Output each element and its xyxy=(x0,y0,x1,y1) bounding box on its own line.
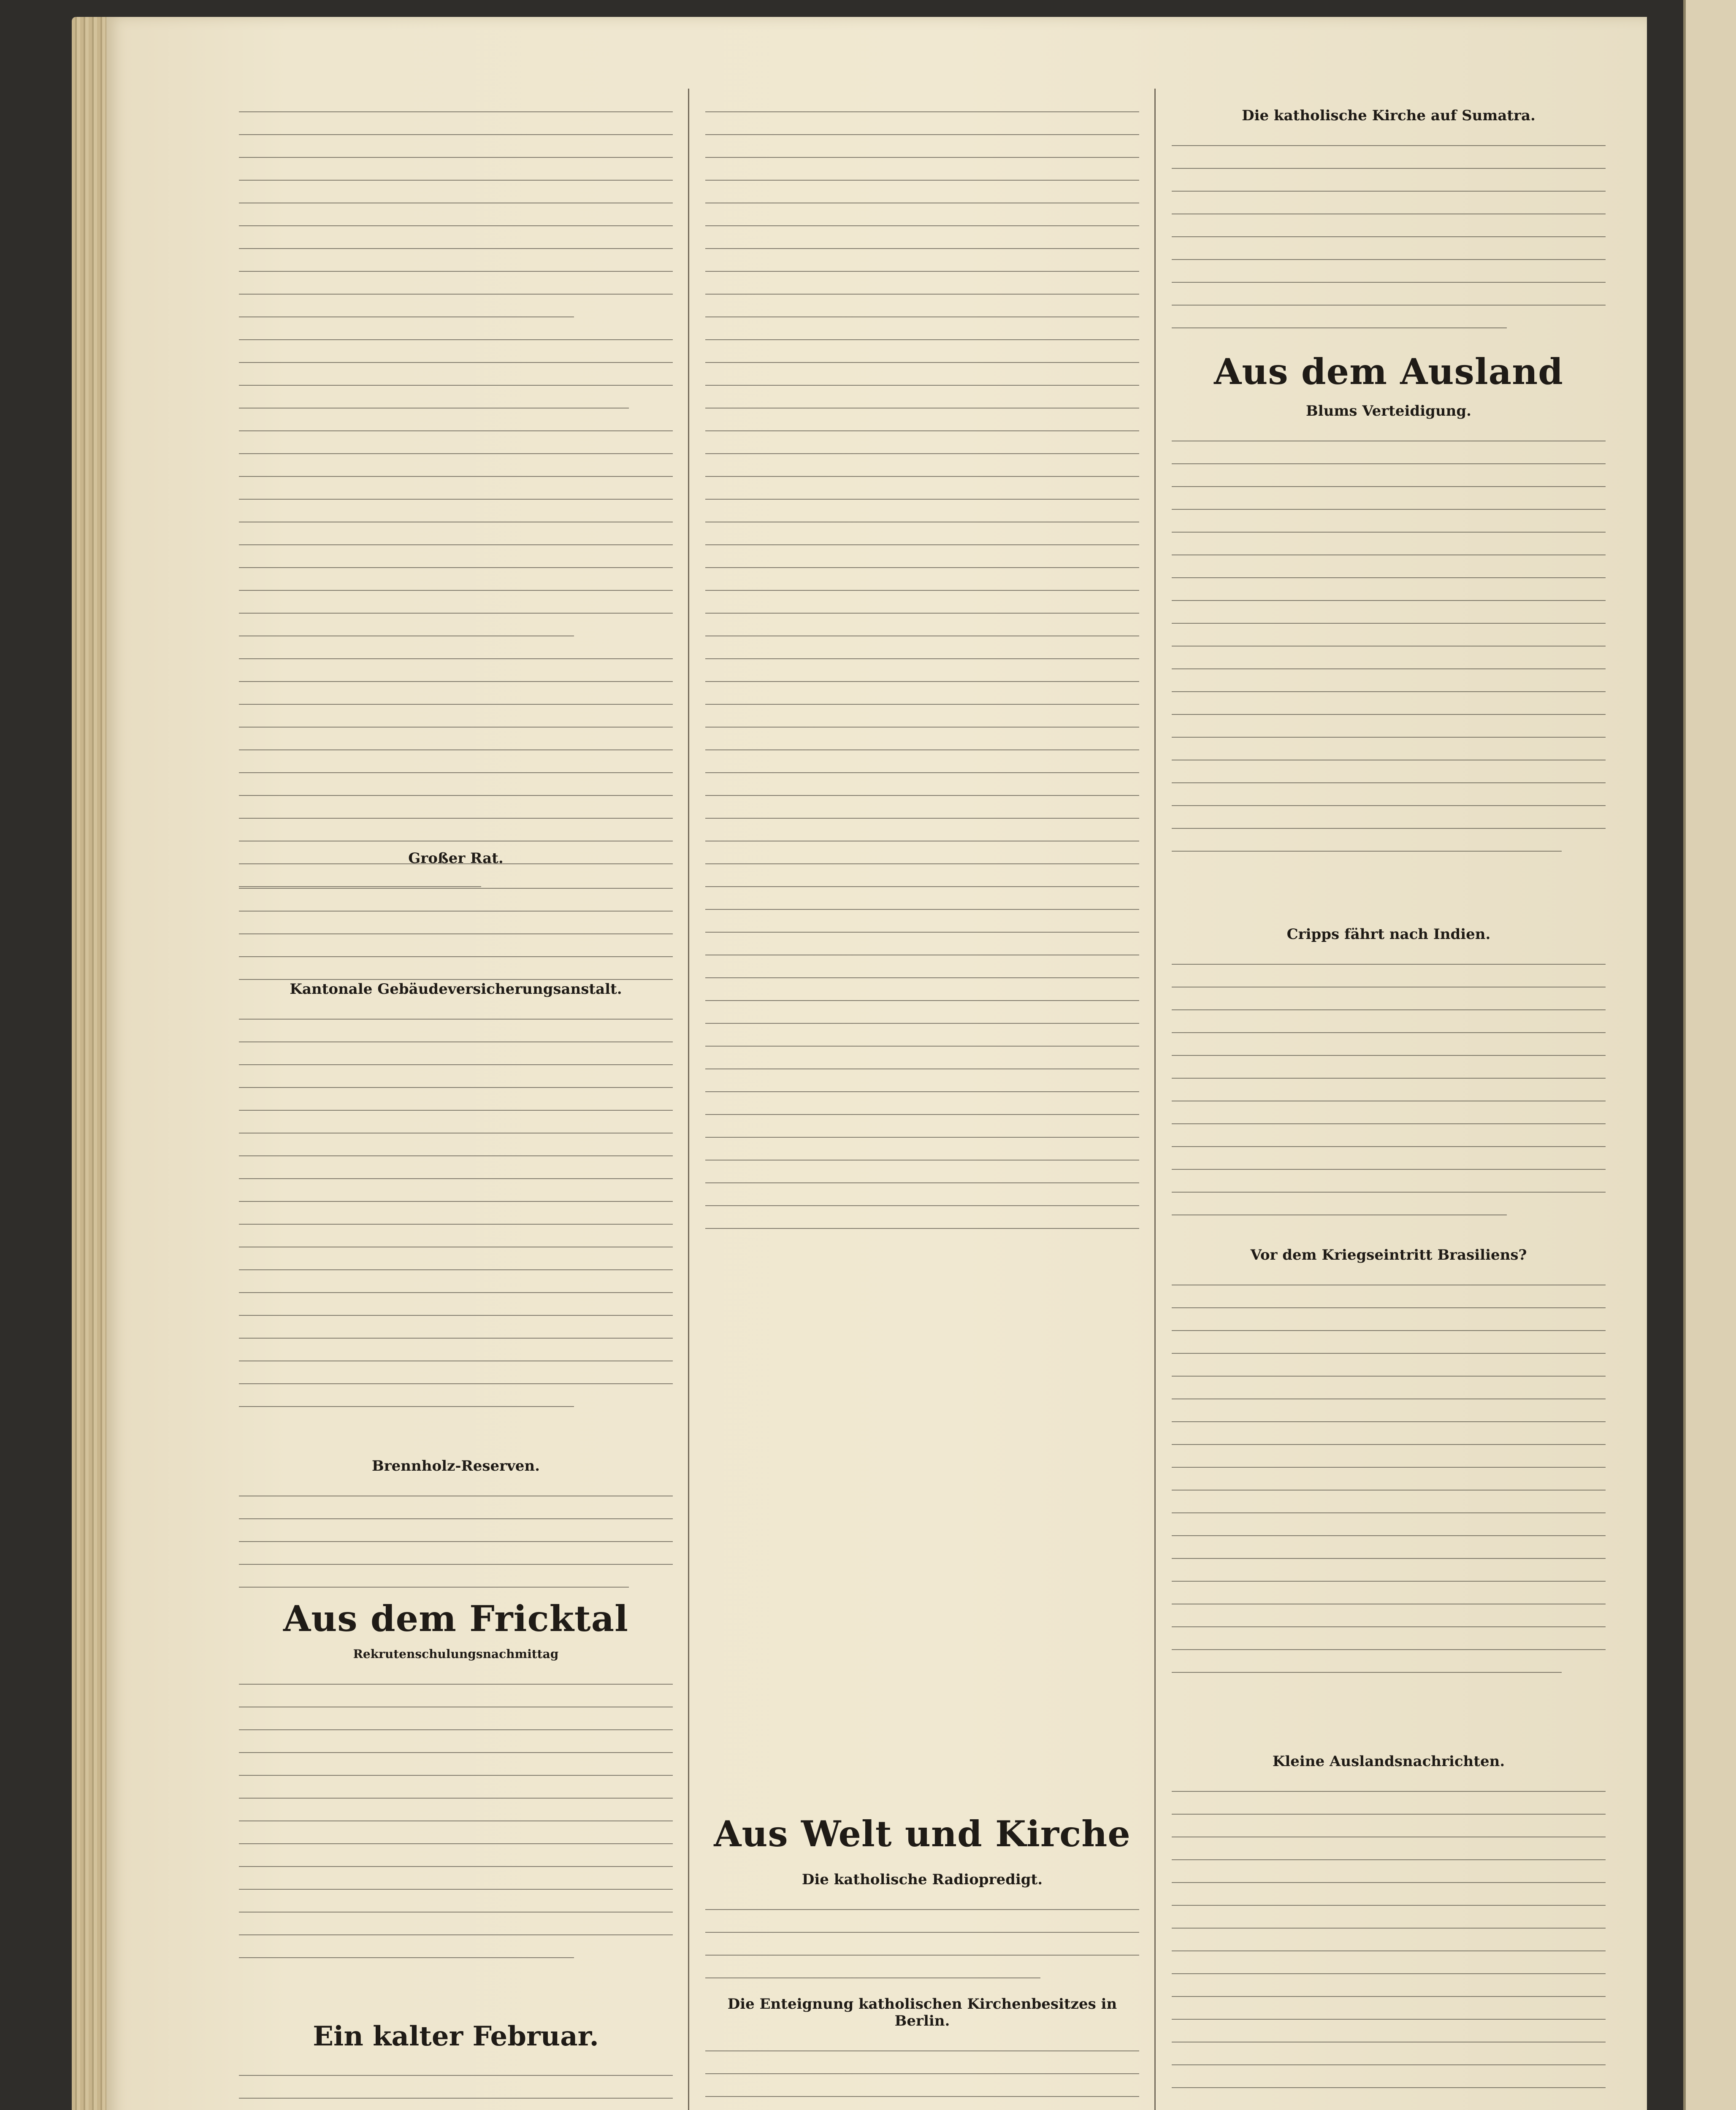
subsection-heading: Ein kalter Februar. xyxy=(313,2021,599,2052)
column-divider-left xyxy=(688,89,689,2110)
right-section-sumatra xyxy=(1169,97,1608,336)
section-title: Die katholische Radiopredigt. xyxy=(802,1871,1043,1888)
section-title: Blums Verteidigung. xyxy=(1306,403,1471,419)
middle-section-radiopredigt xyxy=(703,1861,1142,1986)
section-title: Die katholische Kirche auf Sumatra. xyxy=(1242,107,1536,124)
page-section-heading: Aus dem Ausland xyxy=(1214,351,1563,392)
adjacent-page-strip xyxy=(1683,0,1736,2110)
section-title: Brennholz-Reserven. xyxy=(372,1458,540,1474)
left-heading-february xyxy=(236,2013,675,2110)
section-title: Kantonale Gebäudeversicherungsanstalt. xyxy=(290,981,622,998)
left-section-brennholz xyxy=(236,1447,675,1595)
right-column xyxy=(1169,97,1608,2110)
middle-text-top xyxy=(703,97,1142,1236)
column-divider-right xyxy=(1154,89,1156,2110)
left-text-top xyxy=(236,97,675,895)
right-section-brasilien xyxy=(1169,1236,1608,1680)
section-title: Großer Rat. xyxy=(408,850,504,867)
section-title: Cripps fährt nach Indien. xyxy=(1286,926,1491,943)
middle-section-enteignung xyxy=(703,1986,1142,2110)
page-section-heading: Aus dem Fricktal xyxy=(283,1598,628,1639)
section-title: Kleine Auslandsnachrichten. xyxy=(1272,1753,1505,1770)
left-column xyxy=(236,97,675,2110)
section-title: Die Enteignung katholischen Kirchenbesitzes in Berlin. xyxy=(727,1996,1117,2029)
left-heading-fricktal xyxy=(236,1591,675,1966)
heading-subtitle: Rekrutenschulungsnachmittag xyxy=(353,1647,559,1661)
right-section-cripps xyxy=(1169,916,1608,1223)
section-title: Vor dem Kriegseintritt Brasiliens? xyxy=(1250,1247,1527,1263)
left-section-grosser-rat xyxy=(236,840,675,987)
middle-column xyxy=(703,97,1142,2110)
middle-heading-welt-kirche xyxy=(703,1806,1142,1863)
right-section-blum xyxy=(1169,392,1608,859)
page-section-heading: Aus Welt und Kirche xyxy=(714,1813,1131,1855)
left-section-gebaeudeversicherung xyxy=(236,971,675,1415)
right-section-kleine-nachrichten xyxy=(1169,1743,1608,2110)
